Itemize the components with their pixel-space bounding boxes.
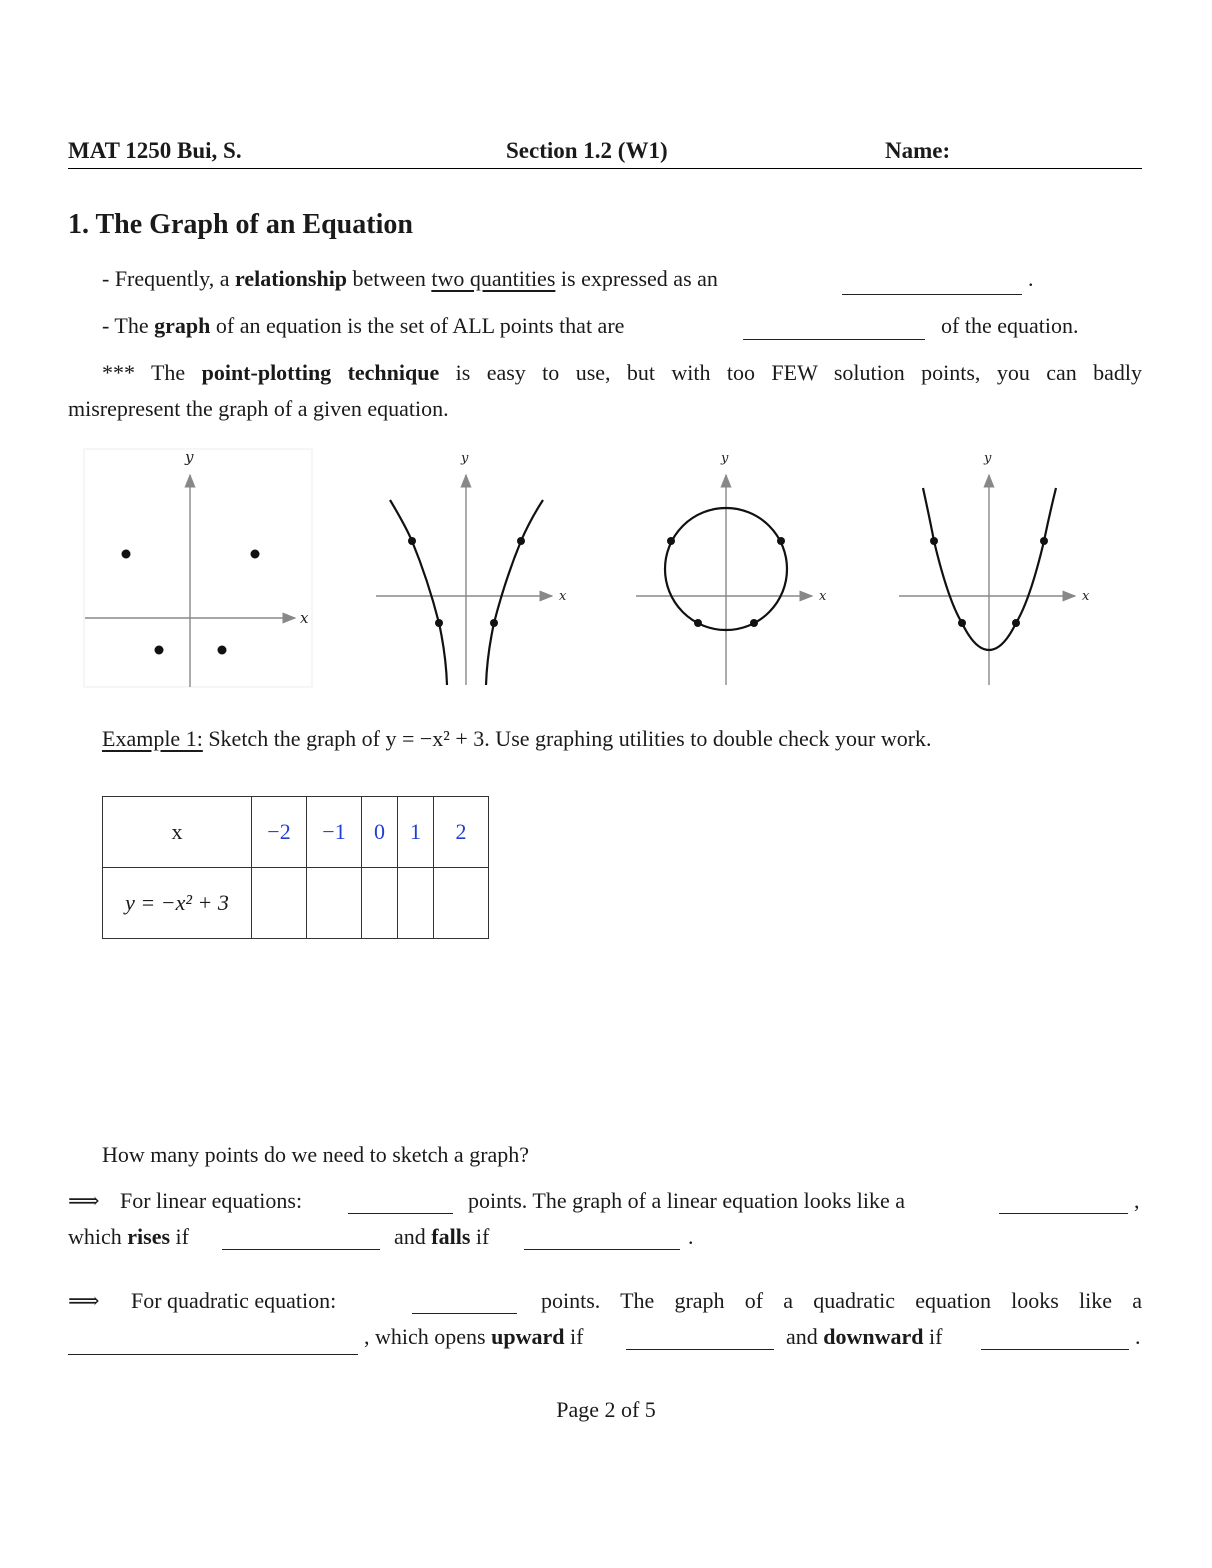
blank-solution [743,339,925,340]
linear-label: For linear equations: [120,1188,303,1213]
table-cell-y[interactable] [252,868,307,939]
linear-which: which [68,1224,128,1249]
y-axis-label: y [461,451,469,466]
blank-rises [222,1249,380,1250]
quadratic-upward-line [364,1324,583,1350]
quadratic-downward-line [786,1324,942,1350]
example-line [102,726,932,752]
table-cell-x: −2 [252,797,307,868]
curve-right-branch [486,500,543,685]
plot-point [122,550,131,559]
note-line-1 [102,360,1142,386]
table-cell-x: 2 [434,797,489,868]
intro-line-2-bold: graph [154,313,211,338]
quadratic-downward: downward [823,1324,924,1349]
note-line-2: misrepresent the graph of a given equation. [68,396,449,421]
linear-arrow: ⟹ [68,1188,100,1213]
plot-point [490,619,498,627]
x-axis-label: x [300,609,309,627]
graph-panel-frame [84,449,312,687]
plot-point [694,619,702,627]
note-prefix: *** The [102,360,202,385]
section-label: Section 1.2 (W1) [506,138,668,163]
x-axis-label: x [1082,589,1090,604]
header-rule [68,168,1142,169]
linear-falls: falls [431,1224,471,1249]
graph-panel-parabola [899,451,1090,685]
table-row [103,868,489,939]
linear-and: and [394,1224,432,1249]
note-rest: is easy to use, but with too FEW solution points, you can badly [439,360,1142,385]
intro-line-1-bold: relationship [234,266,348,291]
example-label: Example 1: [102,726,203,751]
table-header-x: x [103,797,252,868]
values-table [102,796,489,939]
quadratic-looks-like: points. The graph of a quadratic equation looks like a [541,1288,1142,1313]
x-axis-label: x [559,589,567,604]
blank-falls [524,1249,680,1250]
plot-point [777,537,785,545]
quadratic-label: For quadratic equation: [131,1288,337,1313]
table-cell-y[interactable] [398,868,434,939]
table-cell-y[interactable] [307,868,362,939]
blank-quadratic-shape [68,1354,358,1355]
quadratic-period: . [1135,1324,1141,1349]
plot-point [155,646,164,655]
plot-point [667,537,675,545]
linear-looks-like: points. The graph of a linear equation looks like a [468,1188,906,1213]
quadratic-upward: upward [491,1324,565,1349]
table-header-y: y = −x² + 3 [103,868,252,939]
intro-line-1-end: . [1028,266,1034,291]
graph-panel-points [84,448,312,687]
linear-falls-line [394,1224,489,1250]
plot-point [750,619,758,627]
intro-line-2 [102,313,624,339]
section-title: 1. The Graph of an Equation [68,209,413,240]
y-axis-label: y [984,451,992,466]
blank-upward [626,1349,774,1350]
intro-line-1-suffix: is expressed as an [555,266,718,291]
plot-point [408,537,416,545]
intro-line-1 [102,266,718,292]
y-axis-label: y [721,451,729,466]
linear-falls-if: if [470,1224,490,1249]
table-cell-y[interactable] [434,868,489,939]
table-cell-x: −1 [307,797,362,868]
table-row [103,797,489,868]
graph-panel-branches [376,451,567,685]
x-axis-label: x [819,589,827,604]
blank-linear-points [348,1213,453,1214]
quadratic-and: and [786,1324,824,1349]
intro-line-1-underlined: two quantities [431,266,556,291]
linear-rises-if: if [170,1224,189,1249]
plot-point [958,619,966,627]
blank-linear-shape [999,1213,1128,1214]
graphs-figure [0,440,1212,700]
example-text: Sketch the graph of y = −x² + 3. Use graphing utilities to double check your work. [208,726,932,751]
course-label: MAT 1250 Bui, S. [68,138,242,163]
linear-rises: rises [127,1224,171,1249]
plot-point [930,537,938,545]
blank-equation [842,294,1022,295]
quadratic-downward-if: if [923,1324,943,1349]
table-cell-x: 0 [362,797,398,868]
table-cell-x: 1 [398,797,434,868]
blank-quadratic-points [412,1313,517,1314]
intro-line-2-mid: of an equation is the set of ALL points that are [210,313,625,338]
question-text: How many points do we need to sketch a graph? [102,1142,530,1167]
quadratic-which: , which opens [364,1324,492,1349]
linear-comma: , [1134,1188,1140,1213]
graph-panel-circle [636,451,827,685]
plot-point [1040,537,1048,545]
plot-point [251,550,260,559]
plot-point [218,646,227,655]
intro-line-2-suffix: of the equation. [941,313,1079,338]
plot-point [1012,619,1020,627]
curve-left-branch [390,500,447,685]
quadratic-upward-if: if [564,1324,584,1349]
plot-point [517,537,525,545]
blank-downward [981,1349,1129,1350]
plot-point [435,619,443,627]
y-axis-label: y [185,448,194,466]
intro-line-1-mid: between [347,266,432,291]
linear-period: . [688,1224,694,1249]
page-footer: Page 2 of 5 [556,1397,656,1422]
intro-line-2-prefix: - The [102,313,155,338]
intro-line-1-prefix: - Frequently, a [102,266,235,291]
note-bold: point-plotting technique [201,360,440,385]
quadratic-arrow: ⟹ [68,1288,100,1313]
name-label: Name: [885,138,951,163]
linear-rises-line [68,1224,189,1250]
table-cell-y[interactable] [362,868,398,939]
